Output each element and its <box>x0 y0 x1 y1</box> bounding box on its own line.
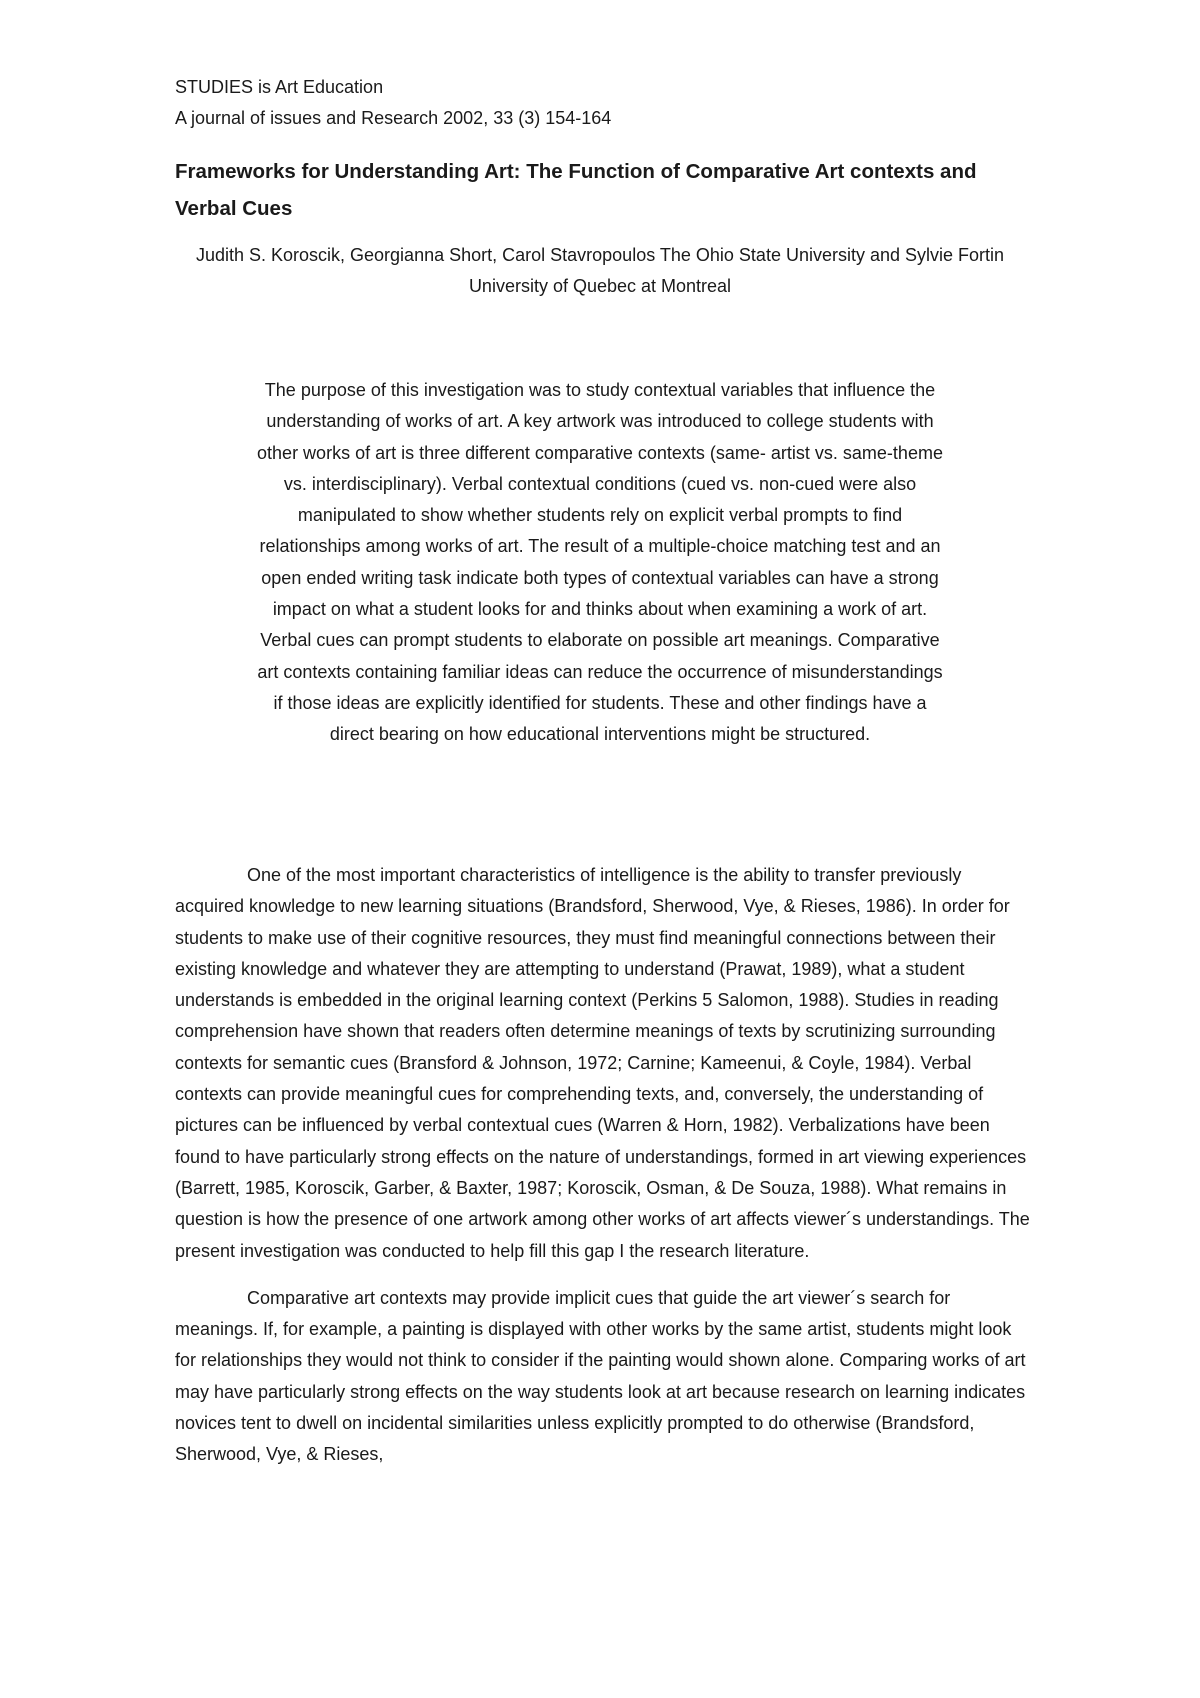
article-authors: Judith S. Koroscik, Georgianna Short, Carol Stavropoulos The Ohio State University and Sylvie Fortin University of Quebec at Montreal <box>195 245 1005 296</box>
journal-citation: A journal of issues and Research 2002, 33 (3) 154-164 <box>175 108 612 128</box>
article-body <box>175 860 1035 1487</box>
body-paragraph-2: Comparative art contexts may provide implicit cues that guide the art viewer´s search for meanings. If, for example, a painting is displayed with other works by the same artist, students might look for relationships they would not think to consider if the painting would shown alone. Comparing works of art may have particularly strong effects on the way students look at art because research on learning indicates novices tent to dwell on incidental similarities unless explicitly prompted to do otherwise (Brandsford, Sherwood, Vye, & Rieses, <box>175 1287 1026 1465</box>
journal-header <box>175 72 611 134</box>
article-abstract: The purpose of this investigation was to study contextual variables that influence the understanding of works of art. A key artwork was introduced to college students with other works of art is three different comparative contexts (same- artist vs. same-theme vs. interdisciplinary). Verbal contextual conditions (cued vs. non-cued were also manipulated to show whether students rely on explicit verbal prompts to find relationships among works of art. The result of a multiple-choice matching test and an open ended writing task indicate both types of contextual variables can have a strong impact on what a student looks for and thinks about when examining a work of art. Verbal cues can prompt students to elaborate on possible art meanings. Comparative art contexts containing familiar ideas can reduce the occurrence of misunderstandings if those ideas are explicitly identified for students. These and other findings have a direct bearing on how educational interventions might be structured. <box>257 380 943 745</box>
article-title: Frameworks for Understanding Art: The Function of Comparative Art contexts and Verbal Cues <box>175 160 977 220</box>
journal-name: STUDIES is Art Education <box>175 77 384 97</box>
body-paragraph-1: One of the most important characteristics of intelligence is the ability to transfer previously acquired knowledge to new learning situations (Brandsford, Sherwood, Vye, & Rieses, 1986). In order for students to make use of their cognitive resources, they must find meaningful connections between their existing knowledge and whatever they are attempting to understand (Prawat, 1989), what a student understands is embedded in the original learning context (Perkins 5 Salomon, 1988). Studies in reading comprehension have shown that readers often determine meanings of texts by scrutinizing surrounding contexts for semantic cues (Bransford & Johnson, 1972; Carnine; Kameenui, & Coyle, 1984). Verbal contexts can provide meaningful cues for comprehending texts, and, conversely, the understanding of pictures can be influenced by verbal contextual cues (Warren & Horn, 1982). Verbalizations have been found to have particularly strong effects on the nature of understandings, formed in art viewing experiences (Barrett, 1985, Koroscik, Garber, & Baxter, 1987; Koroscik, Osman, & De Souza, 1988). What remains in question is how the presence of one artwork among other works of art affects viewer´s understandings. The present investigation was conducted to help fill this gap I the research literature. <box>175 865 1030 1261</box>
